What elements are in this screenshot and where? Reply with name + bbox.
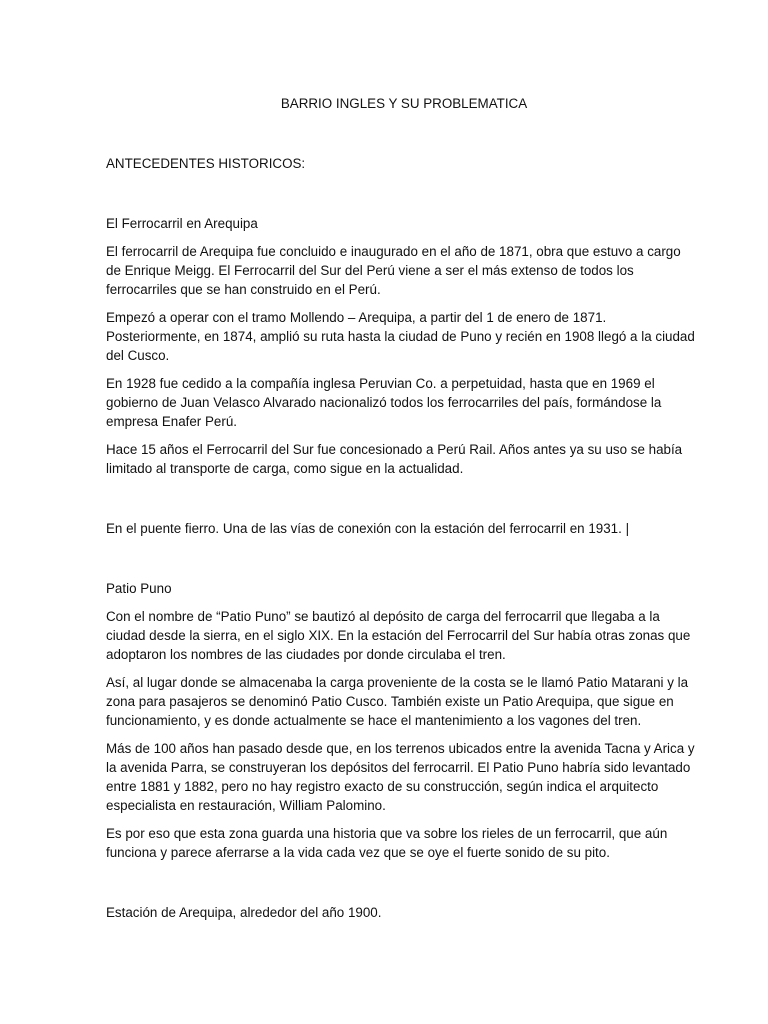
paragraph-2 [106, 308, 702, 365]
paragraph-line: especialista en restauración, William Palomino. [106, 798, 386, 813]
photo-caption-puente-fierro: En el puente fierro. Una de las vías de conexión con la estación del ferrocarril en 1931. | [106, 521, 630, 536]
document-body [106, 94, 702, 922]
paragraph-line: Así, al lugar donde se almacenaba la carga proveniente de la costa se le llamó Patio Matarani y la [106, 675, 689, 690]
paragraph-line: funcionamiento, y es donde actualmente se hace el mantenimiento a los vagones del tren. [106, 713, 642, 728]
paragraph-line: El ferrocarril de Arequipa fue concluido e inaugurado en el año de 1871, obra que estuvo a cargo [106, 244, 681, 259]
paragraph-7 [106, 673, 702, 730]
paragraph-line: empresa Enafer Perú. [106, 414, 237, 429]
paragraph-line: Con el nombre de “Patio Puno” se bautizó al depósito de carga del ferrocarril que llegaba a la [106, 609, 660, 624]
paragraph-line: En 1928 fue cedido a la compañía inglesa Peruvian Co. a perpetuidad, hasta que en 1969 el [106, 376, 655, 391]
paragraph-line: adoptaron los nombres de las ciudades por donde circulaba el tren. [106, 647, 506, 662]
paragraph-6 [106, 607, 702, 664]
paragraph-1 [106, 242, 702, 299]
paragraph-line: Más de 100 años han pasado desde que, en los terrenos ubicados entre la avenida Tacna y Arica y [106, 741, 695, 756]
paragraph-3 [106, 374, 702, 431]
paragraph-line: la avenida Parra, se construyeran los depósitos del ferrocarril. El Patio Puno habría sido levantado [106, 760, 691, 775]
paragraph-line: Posteriormente, en 1874, amplió su ruta hasta la ciudad de Puno y recién en 1908 llegó a la ciudad [106, 329, 695, 344]
subsection-heading-ferrocarril: El Ferrocarril en Arequipa [106, 216, 258, 231]
photo-caption-estacion: Estación de Arequipa, alrededor del año 1900. [106, 905, 382, 920]
paragraph-line: Empezó a operar con el tramo Mollendo – Arequipa, a partir del 1 de enero de 1871. [106, 310, 607, 325]
paragraph-8 [106, 739, 702, 815]
paragraph-line: zona para pasajeros se denominó Patio Cusco. También existe un Patio Arequipa, que sigue en [106, 694, 674, 709]
paragraph-line: funciona y parece aferrarse a la vida cada vez que se oye el fuerte sonido de su pito. [106, 845, 610, 860]
document-title: BARRIO INGLES Y SU PROBLEMATICA [280, 96, 528, 111]
subsection-heading-patio-puno: Patio Puno [106, 581, 172, 596]
section-heading: ANTECEDENTES HISTORICOS: [106, 156, 306, 171]
paragraph-line: ciudad desde la sierra, en el siglo XIX. En la estación del Ferrocarril del Sur había otras zonas que [106, 628, 691, 643]
paragraph-line: gobierno de Juan Velasco Alvarado nacionalizó todos los ferrocarriles del país, formándose la [106, 395, 662, 410]
paragraph-line: ferrocarriles que se han construido en el Perú. [106, 282, 381, 297]
paragraph-line: entre 1881 y 1882, pero no hay registro exacto de su construcción, según indica el arquitecto [106, 779, 659, 794]
paragraph-line: Es por eso que esta zona guarda una historia que va sobre los rieles de un ferrocarril, que aún [106, 826, 668, 841]
paragraph-line: de Enrique Meigg. El Ferrocarril del Sur del Perú viene a ser el más extenso de todos los [106, 263, 634, 278]
paragraph-line: limitado al transporte de carga, como sigue en la actualidad. [106, 461, 464, 476]
paragraph-line: Hace 15 años el Ferrocarril del Sur fue concesionado a Perú Rail. Años antes ya su uso se había [106, 442, 683, 457]
paragraph-4 [106, 440, 702, 478]
paragraph-line: del Cusco. [106, 348, 170, 363]
paragraph-9 [106, 824, 702, 862]
